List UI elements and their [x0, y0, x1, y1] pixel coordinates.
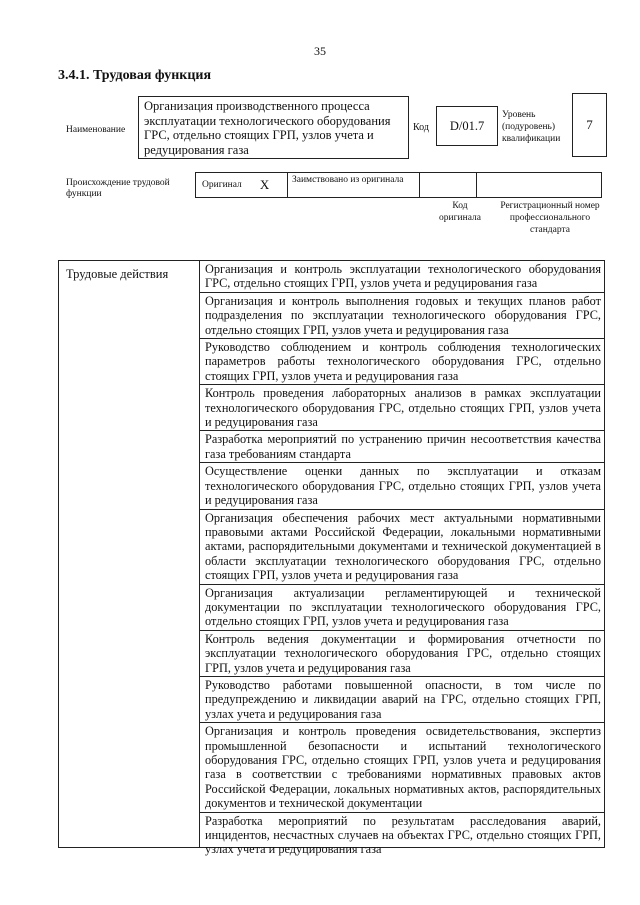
page-number: 35 — [314, 44, 326, 58]
original-mark: X — [259, 177, 270, 192]
labor-action-item: Разработка мероприятий по устранению причин несоответствия качества газа требованиям стандарта — [200, 431, 604, 463]
labor-actions-table — [58, 260, 605, 857]
labor-action-item: Руководство работами повышенной опасности, в том числе по предупреждению и ликвидации аварий на ГРС, отдельно стоящих ГРП, узлах учета и редуцирования газа — [200, 677, 604, 723]
function-name-box: Организация производственного процесса эксплуатации технологического оборудования ГРС, отдельно стоящих ГРП, узлов учета и редуцирования газа — [138, 96, 409, 159]
level-value-box: 7 — [572, 93, 607, 157]
labor-action-item: Организация и контроль эксплуатации технологического оборудования ГРС, отдельно стоящих ГРП, узлов учета и редуцирования газа — [200, 261, 604, 293]
function-code-box: D/01.7 — [436, 106, 498, 146]
origin-row — [196, 172, 605, 198]
labor-action-item: Контроль проведения лабораторных анализов в рамках эксплуатации технологического оборудования ГРС, отдельно стоящих ГРП, узлов учета и редуцирования газа — [200, 385, 604, 431]
labor-action-item: Организация актуализации регламентирующей и технической документации по эксплуатации технологического оборудования ГРС, отдельно стоящих ГРП, узлов учета и редуцирования газа — [200, 585, 604, 631]
labor-action-item: Контроль ведения документации и формирования отчетности по эксплуатации технологического оборудования ГРС, отдельно стоящих ГРП, узлов учета и редуцирования газа — [200, 631, 604, 677]
original-cell — [195, 172, 288, 198]
labor-action-item: Организация и контроль проведения освидетельствования, экспертиз промышленной безопасности и испытаний технологического оборудования ГРС, отдельно стоящих ГРП, узлов учета и редуцирования газа в соответствии с требованиями нормативных правовых актов Российской Федерации, локальных нормативных актов, распорядительных документов и технической документации — [200, 723, 604, 812]
labor-action-item: Руководство соблюдением и контроль соблюдения технологических параметров работы технологического оборудования ГРС, отдельно стоящих ГРП, узлов учета и редуцирования газа — [200, 339, 604, 385]
labor-action-item: Организация обеспечения рабочих мест актуальными нормативными правовыми актами Российской Федерации, локальными нормативными актами, распорядительными документами и технической документацией в области эксплуатации технологического оборудования ГРС, отдельно стоящих ГРП, узлов учета и редуцирования газа — [200, 510, 604, 585]
labor-action-item: Организация и контроль выполнения годовых и текущих планов работ подразделения по эксплуатации технологического оборудования ГРС, отдельно стоящих ГРП, узлов учета и редуцирования газа — [200, 293, 604, 339]
labor-actions-heading: Трудовые действия — [66, 267, 169, 281]
original-code-cell — [419, 172, 477, 198]
section-title: 3.4.1. Трудовая функция — [58, 68, 212, 83]
labor-action-item: Разработка мероприятий по результатам расследования аварий, инцидентов, несчастных случаев на объектах ГРС, отдельно стоящих ГРП, узлах учета и редуцирования газа — [205, 813, 601, 857]
borrowed-cell: Заимствовано из оригинала — [287, 172, 420, 198]
reg-number-cell — [476, 172, 602, 198]
code-label: Код — [413, 122, 429, 133]
labor-action-item: Осуществление оценки данных по эксплуатации и отказам технологического оборудования ГРС, отдельно стоящих ГРП, узлов учета и редуцирования газа — [200, 463, 604, 509]
original-label: Оригинал — [202, 180, 242, 190]
name-label: Наименование — [66, 125, 126, 135]
level-label: Уровень (подуровень) квалификации — [502, 110, 561, 144]
origin-label: Происхождение трудовой функции — [66, 178, 170, 199]
code-original-caption: Код оригинала — [439, 201, 481, 223]
labor-actions-list — [199, 261, 604, 857]
reg-number-caption: Регистрационный номер профессионального стандарта — [500, 201, 600, 235]
